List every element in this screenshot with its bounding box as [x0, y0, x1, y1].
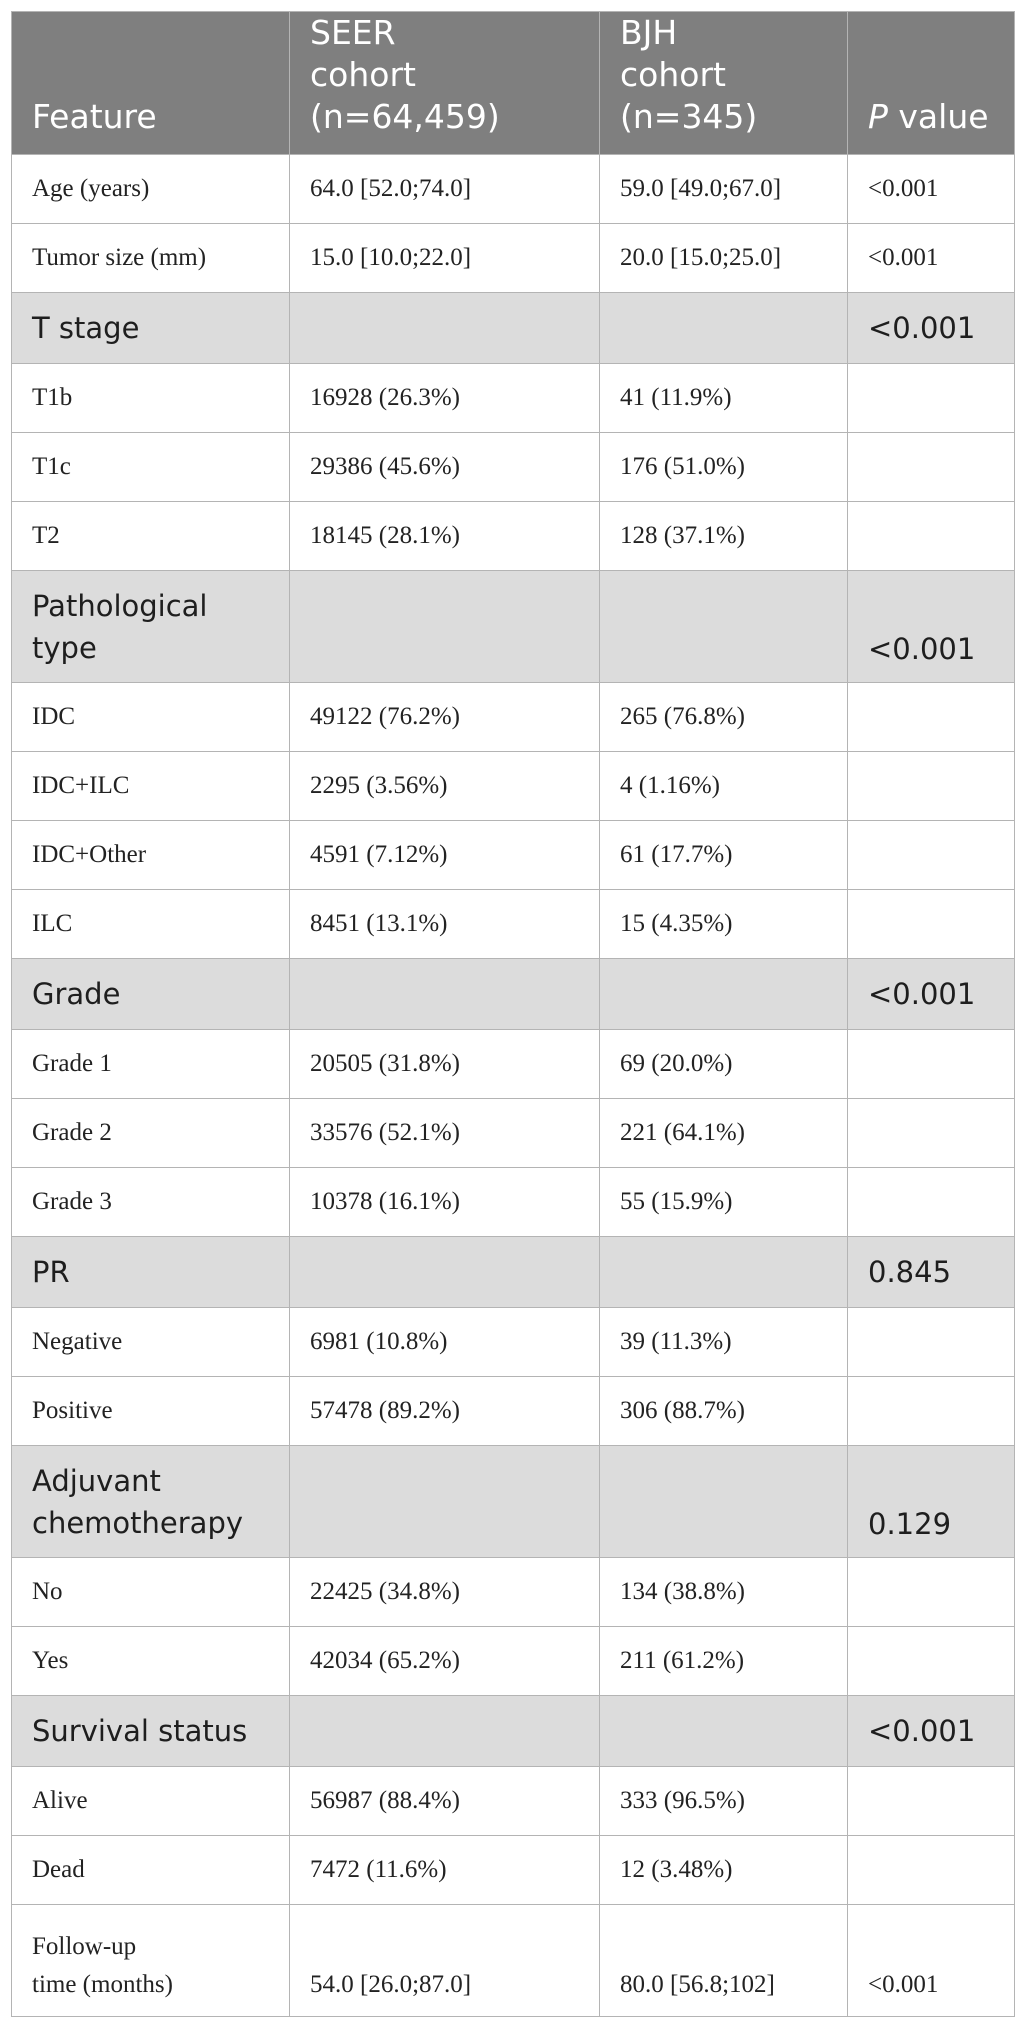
bjh-cell: 128 (37.1%): [600, 502, 848, 571]
bjh-cell: 15 (4.35%): [600, 890, 848, 959]
bjh-cell: 39 (11.3%): [600, 1308, 848, 1377]
section-row: [12, 571, 1015, 683]
bjh-cell: 306 (88.7%): [600, 1377, 848, 1446]
feature-cell: Grade 3: [12, 1168, 290, 1237]
seer-cell: 33576 (52.1%): [290, 1099, 600, 1168]
feature-cell: IDC+Other: [12, 821, 290, 890]
p-value-cell: <0.001: [848, 1696, 1015, 1767]
p-value-cell: <0.001: [848, 959, 1015, 1030]
feature-cell: ILC: [12, 890, 290, 959]
table-row: [12, 1767, 1015, 1836]
seer-cell: 4591 (7.12%): [290, 821, 600, 890]
seer-cell: 10378 (16.1%): [290, 1168, 600, 1237]
seer-cell: 15.0 [10.0;22.0]: [290, 224, 600, 293]
seer-cell: 29386 (45.6%): [290, 433, 600, 502]
table-row: [12, 890, 1015, 959]
feature-cell: Follow-up time (months): [12, 1905, 290, 2017]
table-row: [12, 821, 1015, 890]
section-label: Survival status: [12, 1696, 290, 1767]
feature-cell: Grade 1: [12, 1030, 290, 1099]
table-row: [12, 1168, 1015, 1237]
bjh-cell: 134 (38.8%): [600, 1558, 848, 1627]
header-bjh-cohort: BJH cohort (n=345): [600, 12, 848, 155]
feature-cell: Negative: [12, 1308, 290, 1377]
seer-cell: 16928 (26.3%): [290, 364, 600, 433]
seer-cell: 56987 (88.4%): [290, 1767, 600, 1836]
bjh-cell: 265 (76.8%): [600, 683, 848, 752]
cohort-comparison-table: [11, 11, 1015, 2017]
feature-cell: Dead: [12, 1836, 290, 1905]
table-row: [12, 1377, 1015, 1446]
bjh-cell: 12 (3.48%): [600, 1836, 848, 1905]
seer-cell: 6981 (10.8%): [290, 1308, 600, 1377]
feature-cell: Positive: [12, 1377, 290, 1446]
bjh-cell: 69 (20.0%): [600, 1030, 848, 1099]
table-row: [12, 364, 1015, 433]
header-seer-cohort: SEER cohort (n=64,459): [290, 12, 600, 155]
feature-cell: Alive: [12, 1767, 290, 1836]
table-row: [12, 1905, 1015, 2017]
bjh-cell: 61 (17.7%): [600, 821, 848, 890]
seer-cell: 2295 (3.56%): [290, 752, 600, 821]
seer-cell: 18145 (28.1%): [290, 502, 600, 571]
feature-cell: T1b: [12, 364, 290, 433]
seer-cell: 22425 (34.8%): [290, 1558, 600, 1627]
header-p-value: P value: [848, 12, 1015, 155]
section-label: T stage: [12, 293, 290, 364]
section-row: [12, 1446, 1015, 1558]
seer-cell: 8451 (13.1%): [290, 890, 600, 959]
table-row: [12, 155, 1015, 224]
feature-cell: No: [12, 1558, 290, 1627]
table-row: [12, 1558, 1015, 1627]
section-label: Pathological type: [12, 571, 290, 683]
table-row: [12, 502, 1015, 571]
table-row: [12, 433, 1015, 502]
p-value-cell: 0.845: [848, 1237, 1015, 1308]
seer-cell: 54.0 [26.0;87.0]: [290, 1905, 600, 2017]
feature-cell: IDC+ILC: [12, 752, 290, 821]
table-row: [12, 224, 1015, 293]
seer-cell: 57478 (89.2%): [290, 1377, 600, 1446]
bjh-cell: 80.0 [56.8;102]: [600, 1905, 848, 2017]
table-row: [12, 683, 1015, 752]
section-row: [12, 293, 1015, 364]
bjh-cell: 176 (51.0%): [600, 433, 848, 502]
seer-cell: 64.0 [52.0;74.0]: [290, 155, 600, 224]
feature-cell: Tumor size (mm): [12, 224, 290, 293]
section-label: Adjuvant chemotherapy: [12, 1446, 290, 1558]
seer-cell: 42034 (65.2%): [290, 1627, 600, 1696]
table-row: [12, 752, 1015, 821]
bjh-cell: 20.0 [15.0;25.0]: [600, 224, 848, 293]
bjh-cell: 41 (11.9%): [600, 364, 848, 433]
feature-cell: Grade 2: [12, 1099, 290, 1168]
header-feature: Feature: [12, 12, 290, 155]
section-label: Grade: [12, 959, 290, 1030]
bjh-cell: 221 (64.1%): [600, 1099, 848, 1168]
table-row: [12, 1308, 1015, 1377]
seer-cell: 20505 (31.8%): [290, 1030, 600, 1099]
bjh-cell: 4 (1.16%): [600, 752, 848, 821]
feature-cell: IDC: [12, 683, 290, 752]
table-row: [12, 1030, 1015, 1099]
table-header: [12, 12, 1015, 155]
section-row: [12, 959, 1015, 1030]
bjh-cell: 55 (15.9%): [600, 1168, 848, 1237]
feature-cell: Age (years): [12, 155, 290, 224]
p-value-cell: <0.001: [848, 571, 1015, 683]
section-row: [12, 1237, 1015, 1308]
section-label: PR: [12, 1237, 290, 1308]
bjh-cell: 333 (96.5%): [600, 1767, 848, 1836]
section-row: [12, 1696, 1015, 1767]
table-row: [12, 1836, 1015, 1905]
p-value-cell: <0.001: [848, 155, 1015, 224]
table-row: [12, 1099, 1015, 1168]
p-value-cell: 0.129: [848, 1446, 1015, 1558]
header-row: [12, 12, 1015, 155]
p-value-cell: <0.001: [848, 1905, 1015, 2017]
feature-cell: T1c: [12, 433, 290, 502]
feature-cell: T2: [12, 502, 290, 571]
table-row: [12, 1627, 1015, 1696]
seer-cell: 49122 (76.2%): [290, 683, 600, 752]
bjh-cell: 211 (61.2%): [600, 1627, 848, 1696]
bjh-cell: 59.0 [49.0;67.0]: [600, 155, 848, 224]
feature-cell: Yes: [12, 1627, 290, 1696]
p-value-cell: <0.001: [848, 293, 1015, 364]
p-value-cell: <0.001: [848, 224, 1015, 293]
seer-cell: 7472 (11.6%): [290, 1836, 600, 1905]
